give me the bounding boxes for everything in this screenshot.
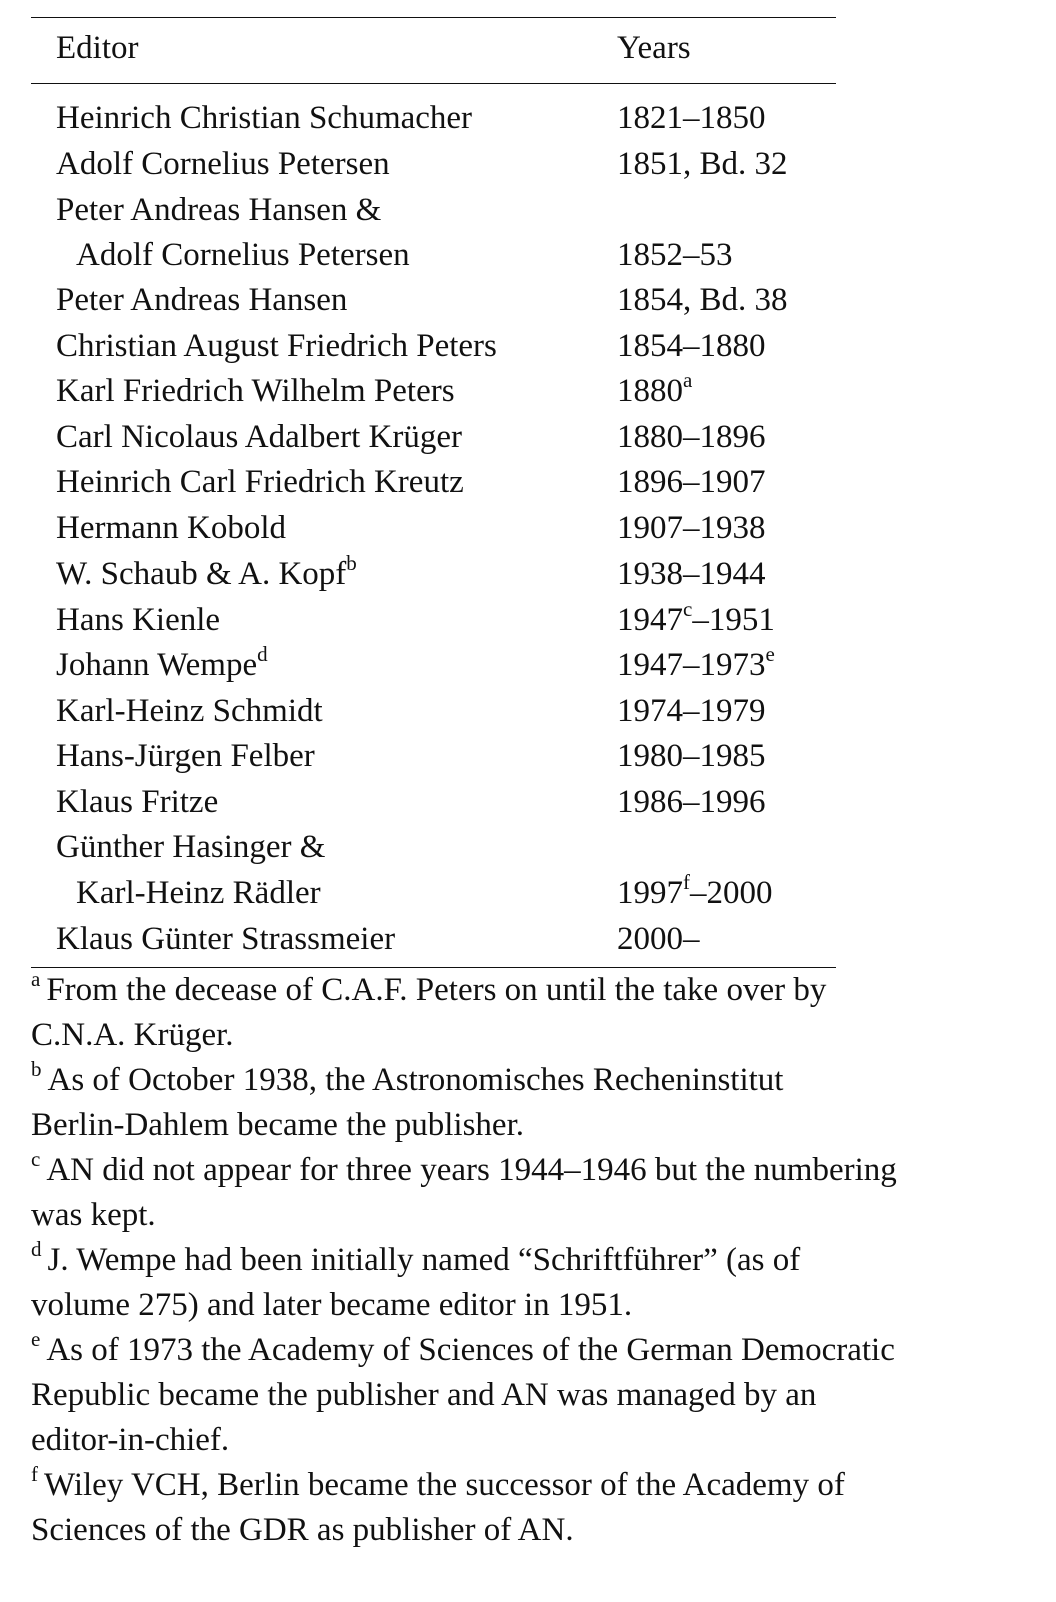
years-cell: 1896–1907 (617, 464, 766, 500)
editor-text: W. Schaub & A. Kopf (56, 556, 347, 592)
table-row (31, 277, 836, 323)
years-cell (617, 597, 775, 643)
footnote (31, 1238, 1031, 1328)
table-row (31, 597, 836, 642)
footnote-line: Berlin-Dahlem became the publisher. (31, 1107, 525, 1143)
table-row (31, 916, 836, 961)
footnote-line: As of October 1938, the Astronomisches Recheninstitut (47, 1062, 784, 1098)
editor-cell: Hans-Jürgen Felber (56, 738, 315, 774)
footnote (31, 1463, 1031, 1553)
footnote-line: Republic became the publisher and AN was managed by an (31, 1377, 817, 1413)
years-cell: 1854–1880 (617, 328, 766, 364)
years-cell: 1938–1944 (617, 556, 766, 592)
footnote-ref: a (683, 368, 693, 392)
years-cell: 1821–1850 (617, 100, 766, 136)
years-text: 1880 (617, 373, 683, 409)
footnote-ref: d (257, 642, 268, 666)
years-tail: –1951 (692, 602, 775, 638)
editor-cell: Klaus Günter Strassmeier (56, 921, 396, 957)
footnote-line: As of 1973 the Academy of Sciences of the German Democratic (46, 1332, 895, 1368)
editor-cell: Peter Andreas Hansen & (56, 192, 382, 228)
table-row (31, 459, 836, 505)
editor-cell-continuation: Adolf Cornelius Petersen (76, 237, 410, 273)
editor-cell: Hans Kienle (56, 602, 221, 638)
table-row (31, 688, 836, 733)
footnote (31, 1328, 1031, 1463)
table-body (31, 84, 836, 967)
footnote-line: volume 275) and later became editor in 1951. (31, 1287, 633, 1323)
years-cell: 1986–1996 (617, 784, 766, 820)
editor-cell (56, 551, 357, 597)
editor-cell: Klaus Fritze (56, 784, 219, 820)
editor-cell: Karl-Heinz Schmidt (56, 693, 323, 729)
table-row (31, 642, 836, 688)
table-header (31, 18, 836, 83)
table-row (31, 323, 836, 368)
editor-cell: Adolf Cornelius Petersen (56, 146, 390, 182)
table-row (31, 141, 836, 187)
years-text: 1997 (617, 875, 683, 911)
footnote-mark: f (31, 1462, 38, 1486)
footnote-line: was kept. (31, 1197, 156, 1233)
footnote-ref: b (346, 551, 357, 575)
years-cell (617, 870, 773, 916)
table-row (31, 779, 836, 824)
footnote-ref: e (765, 642, 775, 666)
editor-cell: Carl Nicolaus Adalbert Krüger (56, 419, 462, 455)
editor-cell: Heinrich Carl Friedrich Kreutz (56, 464, 464, 500)
years-tail: –2000 (690, 875, 773, 911)
footnote-mark: d (31, 1237, 42, 1261)
years-cell: 2000– (617, 921, 700, 957)
header-years: Years (617, 30, 691, 66)
footnote (31, 1058, 1031, 1148)
footnote-line: J. Wempe had been initially named “Schriftführer” (as of (47, 1242, 801, 1278)
years-cell: 1907–1938 (617, 510, 766, 546)
years-cell: 1852–53 (617, 237, 733, 273)
footnote-mark: c (31, 1147, 41, 1171)
editor-cell: Christian August Friedrich Peters (56, 328, 497, 364)
editor-cell-continuation: Karl-Heinz Rädler (76, 875, 321, 911)
header-editor: Editor (56, 30, 139, 66)
footnote (31, 1148, 1031, 1238)
table-row (31, 368, 836, 414)
editor-text: Johann Wempe (56, 647, 258, 683)
years-cell: 1980–1985 (617, 738, 766, 774)
years-text: 1947 (617, 602, 683, 638)
editor-cell: Hermann Kobold (56, 510, 287, 546)
editor-cell: Karl Friedrich Wilhelm Peters (56, 373, 455, 409)
footnote-line: C.N.A. Krüger. (31, 1017, 234, 1053)
table-row (31, 733, 836, 779)
years-cell: 1854, Bd. 38 (617, 282, 788, 318)
years-text: 1947–1973 (617, 647, 766, 683)
years-cell: 1851, Bd. 32 (617, 146, 788, 182)
table-row (31, 551, 836, 597)
footnote-mark: a (31, 967, 41, 991)
footnote-line: AN did not appear for three years 1944–1946 but the numbering (46, 1152, 897, 1188)
footnote (31, 968, 1031, 1058)
footnote-line: Sciences of the GDR as publisher of AN. (31, 1512, 574, 1548)
footnote-mark: b (31, 1057, 42, 1081)
footnote-ref: c (683, 597, 693, 621)
table-row (31, 505, 836, 551)
table-row (31, 232, 836, 277)
table-row (31, 187, 836, 232)
editor-cell (56, 642, 268, 688)
footnote-line: Wiley VCH, Berlin became the successor of the Academy of (44, 1467, 845, 1503)
editor-cell: Peter Andreas Hansen (56, 282, 348, 318)
footnote-mark: e (31, 1327, 41, 1351)
table-row (31, 95, 836, 141)
table-row (31, 870, 836, 916)
years-cell (617, 368, 692, 414)
footnote-ref: f (683, 870, 690, 894)
table-row (31, 824, 836, 870)
years-cell (617, 642, 775, 688)
editor-cell: Heinrich Christian Schumacher (56, 100, 473, 136)
editor-cell: Günther Hasinger & (56, 829, 326, 865)
editors-table (31, 17, 836, 968)
years-cell: 1880–1896 (617, 419, 766, 455)
footnotes (31, 968, 1031, 1553)
years-cell: 1974–1979 (617, 693, 766, 729)
table-row (31, 414, 836, 459)
footnote-line: editor-in-chief. (31, 1422, 230, 1458)
footnote-line: From the decease of C.A.F. Peters on until the take over by (46, 972, 827, 1008)
